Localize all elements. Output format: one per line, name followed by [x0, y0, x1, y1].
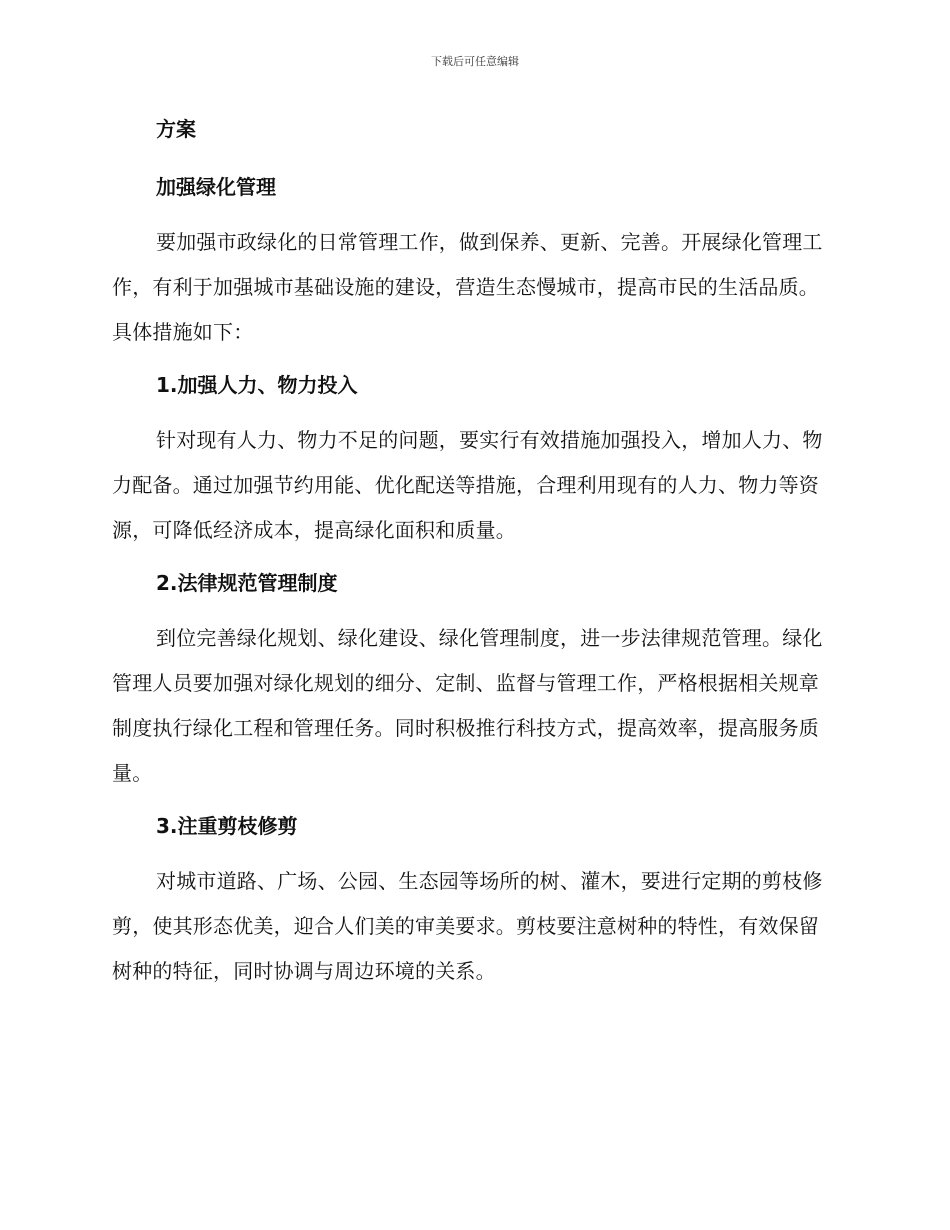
- item-body-3: 对城市道路、广场、公园、生态园等场所的树、灌木，要进行定期的剪枝修剪，使其形态优美，迎合人们美的审美要求。剪枝要注意树种的特性，有效保留树种的特征，同时协调与周边环境的关系。: [112, 869, 823, 983]
- section-title: 加强绿化管理: [156, 175, 276, 199]
- document-body: [112, 112, 832, 1007]
- item-heading-1: 1.加强人力、物力投入: [156, 373, 358, 397]
- intro-paragraph: 要加强市政绿化的日常管理工作，做到保养、更新、完善。开展绿化管理工作，有利于加强城市基础设施的建设，营造生态慢城市，提高市民的生活品质。具体措施如下：: [112, 230, 823, 344]
- item-body-2: 到位完善绿化规划、绿化建设、绿化管理制度，进一步法律规范管理。绿化管理人员要加强对绿化规划的细分、定制、监督与管理工作，严格根据相关规章制度执行绿化工程和管理任务。同时积极推行科技方式，提高效率，提高服务质量。: [112, 626, 823, 785]
- document-title: 方案: [156, 117, 196, 141]
- item-heading-2: 2.法律规范管理制度: [156, 571, 338, 595]
- item-body-1: 针对现有人力、物力不足的问题，要实行有效措施加强投入，增加人力、物力配备。通过加强节约用能、优化配送等措施，合理利用现有的人力、物力等资源，可降低经济成本，提高绿化面积和质量。: [112, 428, 823, 542]
- page-header: 下载后可任意编辑: [431, 55, 519, 68]
- item-heading-3: 3.注重剪枝修剪: [156, 814, 298, 838]
